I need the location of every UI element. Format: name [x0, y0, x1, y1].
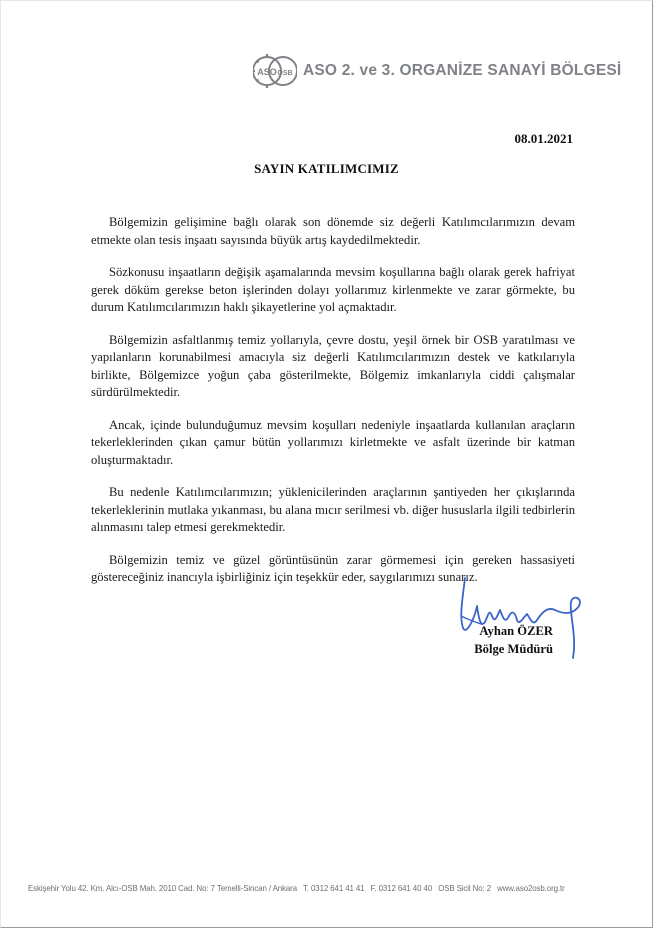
footer-registry: OSB Sicil No: 2: [438, 884, 492, 893]
paragraph: Ancak, içinde bulunduğumuz mevsim koşulları nedeniyle inşaatlarda kullanılan araçların tekerleklerinden çıkan çamur bütün yollarımızı kirletmekte ve asfalt üzerinde bir katman oluşturmaktadır.: [91, 417, 575, 467]
letterhead-logo: [253, 53, 622, 89]
signer-name: Ayhan ÖZER: [479, 624, 553, 638]
footer-phone: T. 0312 641 41 41: [302, 884, 365, 893]
signer-title: Bölge Müdürü: [474, 642, 553, 656]
logo-aso-letters: ASO: [257, 67, 277, 77]
salutation: SAYIN KATILIMCIMIZ: [254, 161, 399, 176]
paragraph: Bölgemizin temiz ve güzel görüntüsünün zarar görmemesi için gereken hassasiyeti göstereceğiniz inancıyla işbirliğiniz için teşekkür eder, saygılarımızı sunarız.: [91, 552, 575, 584]
paragraph: Bu nedenle Katılımcılarımızın; yüklenicilerinden araçlarının şantiyeden her çıkışlarında tekerleklerinin mutlaka yıkanması, bu alana mıcır serilmesi vb. diğer hususlarla ilgili tedbirlerin alınmasını talep etmesi gerekmektedir.: [91, 485, 575, 534]
footer-address: Eskişehir Yolu 42. Km. Alcı-OSB Mah. 2010 Cad. No: 7 Temelli-Sincan / Ankara: [28, 884, 298, 893]
org-name: ASO 2. ve 3. ORGANİZE SANAYİ BÖLGESİ: [303, 62, 622, 79]
aso-osb-emblem-icon: [253, 53, 297, 89]
footer-contact: [28, 884, 628, 893]
paragraph: Bölgemizin asfaltlanmış temiz yollarıyla, çevre dostu, yeşil örnek bir OSB yaratılması ve yapılanların korunabilmesi amacıyla siz değerli Katılımcılarımızın destek ve katkılarıyla birlikte, Bölgemizce yoğun çaba gösterilmekte, Bölgemiz imkanlarıyla ciddi çalışmalar sürdürülmektedir.: [91, 332, 575, 399]
footer-fax: F. 0312 641 40 40: [370, 884, 433, 893]
paragraph: Sözkonusu inşaatların değişik aşamalarında mevsim koşullarına bağlı olarak gerek hafriyat gerek döküm gerekse beton işlerinden dolayı yollarımız kirlenmekte ve zarar görmekte, bu durum Katılımcılarımızın haklı şikayetlerine yol açmaktadır.: [91, 265, 575, 314]
signer-block: [0, 622, 553, 658]
letter-body: [91, 214, 575, 602]
letter-date: 08.01.2021: [514, 131, 573, 146]
logo-osb-letters: OSB: [277, 70, 293, 77]
footer-website-link[interactable]: www.aso2osb.org.tr: [497, 884, 565, 893]
paragraph: Bölgemizin gelişimine bağlı olarak son dönemde siz değerli Katılımcılarımızın devam etmekte olan tesis inşaatı sayısında büyük artış kaydedilmektedir.: [91, 215, 575, 247]
